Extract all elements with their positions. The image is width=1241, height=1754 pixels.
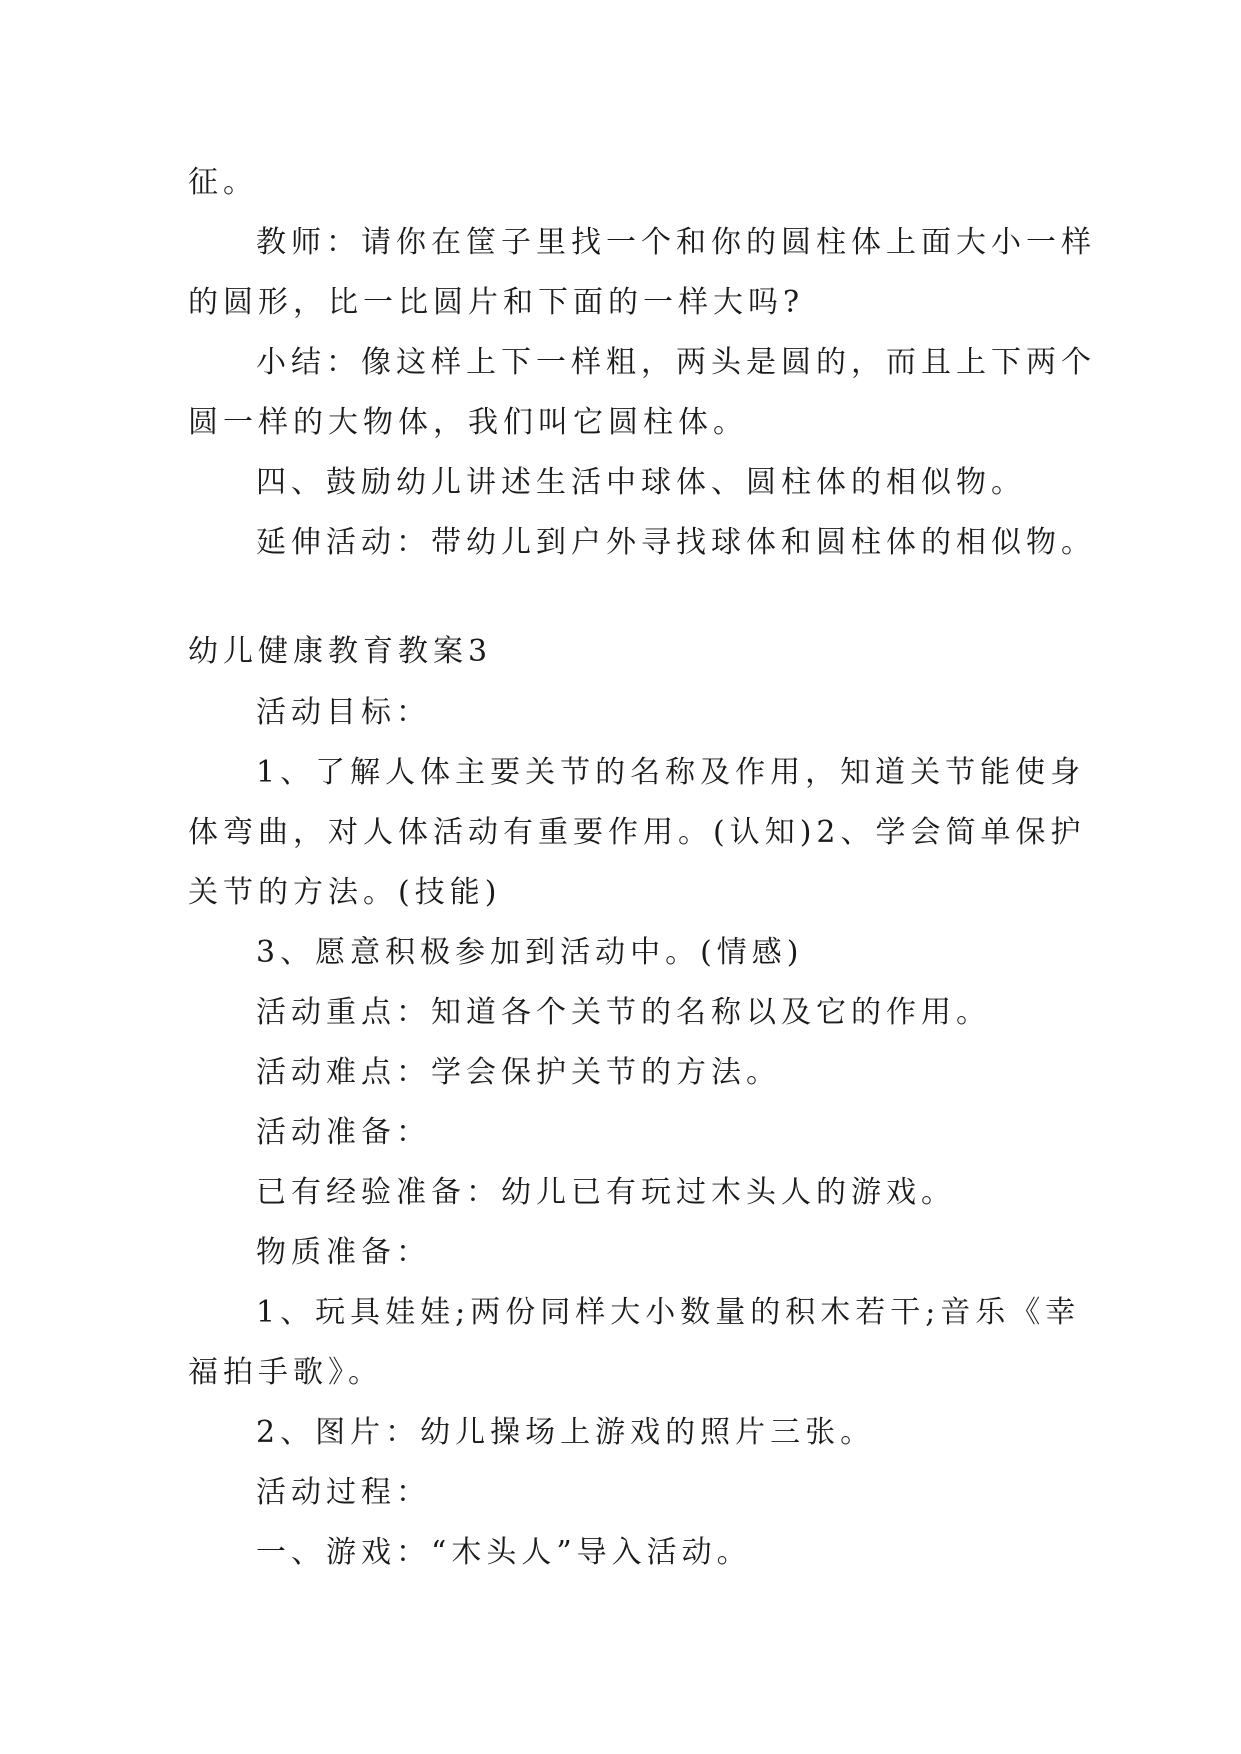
text-line: 活动过程： <box>256 1475 431 1510</box>
text-line: 的圆形，比一比圆片和下面的一样大吗? <box>188 285 805 320</box>
section-title: 幼儿健康教育教案3 <box>188 634 493 669</box>
text-line: 活动重点：知道各个关节的名称以及它的作用。 <box>256 995 991 1030</box>
text-line: 教师：请你在筐子里找一个和你的圆柱体上面大小一样 <box>256 225 1096 260</box>
text-line: 一、游戏：“木头人”导入活动。 <box>256 1535 752 1570</box>
text-line: 圆一样的大物体，我们叫它圆柱体。 <box>188 405 748 440</box>
text-line: 3、愿意积极参加到活动中。(情感) <box>256 935 804 970</box>
text-line: 体弯曲，对人体活动有重要作用。(认知)2、学会简单保护 <box>188 815 1086 850</box>
text-line: 小结：像这样上下一样粗，两头是圆的，而且上下两个 <box>256 345 1096 380</box>
text-line: 延伸活动：带幼儿到户外寻找球体和圆柱体的相似物。 <box>256 525 1096 560</box>
text-line: 活动准备： <box>256 1115 431 1150</box>
text-line: 2、图片：幼儿操场上游戏的照片三张。 <box>256 1415 876 1450</box>
text-line: 1、玩具娃娃;两份同样大小数量的积木若干;音乐《幸 <box>256 1295 1081 1330</box>
text-line: 已有经验准备：幼儿已有玩过木头人的游戏。 <box>256 1175 956 1210</box>
text-line: 活动难点：学会保护关节的方法。 <box>256 1055 781 1090</box>
text-line: 1、了解人体主要关节的名称及作用，知道关节能使身 <box>256 755 1086 790</box>
text-line: 福拍手歌》。 <box>188 1355 383 1390</box>
text-line: 物质准备： <box>256 1235 431 1270</box>
text-line: 关节的方法。(技能) <box>188 875 502 910</box>
text-line: 活动目标： <box>256 695 431 730</box>
text-line: 四、鼓励幼儿讲述生活中球体、圆柱体的相似物。 <box>256 465 1026 500</box>
text-line: 征。 <box>188 165 258 200</box>
